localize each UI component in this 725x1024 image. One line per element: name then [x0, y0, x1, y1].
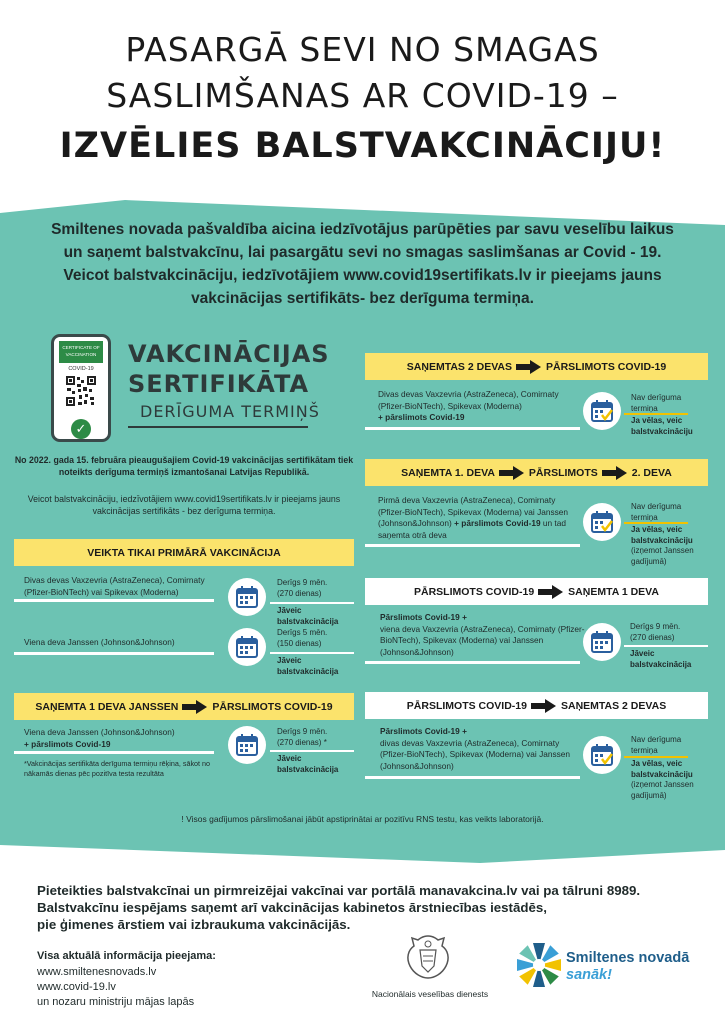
calendar-icon [228, 726, 266, 764]
calendar-icon [228, 578, 266, 616]
b1-text-block [378, 389, 583, 424]
b3-underline [365, 661, 580, 664]
b4-valid: Nav derīguma termiņa [631, 735, 682, 755]
b3-days: (270 dienas) [630, 632, 675, 642]
b2-header [365, 459, 708, 486]
janssen-header [14, 693, 354, 720]
b4-action: Ja vēlas, veic balstvakcināciju [631, 759, 693, 779]
arrow-right-icon [182, 700, 208, 714]
primary-vaccination-title: VEIKTA TIKAI PRIMĀRĀ VAKCINĀCIJA [87, 546, 281, 559]
b1-text: Divas devas Vaxzevria (AstraZeneca), Comirnaty (Pfizer-BioNTech), Spikevax (Moderna) [378, 389, 559, 411]
row1-underline [14, 599, 214, 602]
row3-underline [14, 751, 214, 754]
info-heading: Visa aktuālā informācija pieejama: [37, 950, 216, 962]
b3-text-block [380, 612, 585, 658]
b4-text: divas devas Vaxzevria (AstraZeneca), Comirnaty (Pfizer-BioNTech), Spikevax (Moderna) vai Janssen (Johnson&Johnson) [380, 737, 570, 771]
row3-bold: + pārslimots Covid-19 [24, 738, 111, 749]
b1-title-a: SAŅEMTAS 2 DEVAS [406, 360, 513, 373]
b3-title-a: PĀRSLIMOTS COVID-19 [413, 585, 535, 598]
b2-title-c: 2. DEVA [631, 466, 672, 479]
link-smiltenesnovads[interactable]: www.smiltenesnovads.lv [37, 966, 157, 978]
row3-side-line [270, 750, 354, 752]
cert-title-1: VAKCINĀCIJAS [128, 340, 330, 368]
row3-note: *Vakcinācijas sertifikāta derīguma termiņu rēķina, sākot no nākamās dienas pēc pozitīva testa rezultāta [24, 759, 211, 778]
calendar-check-icon [583, 392, 621, 430]
b3-header [365, 578, 708, 605]
b4-title-b: SAŅEMTAS 2 DEVAS [560, 699, 667, 712]
bottom-line-3: pie ģimenes ārstiem vai izbraukuma vakcinācijās. [37, 917, 351, 932]
b2-text: Pirmā deva Vaxzevria (AstraZeneca), Comirnaty (Pfizer-BioNTech), Spikevax (Moderna) vai Janssen (Johnson&Johnson) [378, 495, 568, 528]
b3-text: viena deva Vaxzevria (AstraZeneca), Comirnaty (Pfizer-BioNTech), Spikevax (Moderna) vai Janssen (Johnson&Johnson) [380, 623, 585, 657]
arrow-right-icon [538, 585, 564, 599]
validity-note-bold: No 2022. gada 15. februāra pieaugušajiem Covid-19 vakcinācijas sertifikātam tiek noteikts derīguma termiņš izmantošanai Latvijas Republikā. [14, 455, 354, 477]
b4-title-a: PĀRSLIMOTS COVID-19 [406, 699, 527, 712]
b4-text-block [380, 726, 585, 772]
b1-bold: + pārslimots Covid-19 [378, 412, 465, 422]
b1-side-line [624, 413, 688, 415]
cert-underline [128, 426, 308, 428]
row2-days: (150 dienas) [277, 638, 322, 648]
phone-header: CERTIFICATE OF VACCINATION [59, 341, 103, 363]
b3-valid: Derīgs 9 mēn. [630, 622, 681, 631]
phone-label: COVID-19 [68, 366, 94, 372]
qr-code-icon [65, 375, 97, 407]
b4-bold: Pārslimots Covid-19 + [380, 726, 467, 736]
bottom-line-1: Pieteikties balstvakcīnai un pirmreizējai vakcīnai var portālā manavakcina.lv vai pa tālruni 8989. [37, 883, 641, 898]
b2-action: Ja vēlas, veic balstvakcināciju [631, 525, 693, 545]
row3-action: Jāveic balstvakcinācija [277, 754, 339, 774]
row1-valid [277, 578, 355, 599]
bottom-info [37, 882, 697, 933]
janssen-title-b: PĀRSLIMOTS COVID-19 [212, 700, 333, 713]
b1-title-b: PĀRSLIMOTS COVID-19 [546, 360, 667, 373]
b2-valid: Nav derīguma termiņa [631, 502, 682, 522]
b4-underline [365, 776, 580, 779]
b1-header [365, 353, 708, 380]
row2-text: Viena deva Janssen (Johnson&Johnson) [24, 637, 175, 647]
title-line-3: IZVĒLIES BALSTVAKCINĀCIJU! [59, 126, 666, 166]
arrow-right-icon [531, 699, 557, 713]
arrow-right-icon [499, 466, 525, 480]
cert-title-2: SERTIFIKĀTA [128, 370, 310, 398]
footnote: ! Visos gadījumos pārslimošanai jābūt apstiprinātai ar pozitīvu RNS testu, kas veikts laboratorijā. [181, 814, 544, 824]
b3-action: Jāveic balstvakcinācija [630, 649, 692, 669]
row1-valid-text: Derīgs 9 mēn. [277, 578, 328, 587]
b1-valid: Nav derīguma termiņa [631, 393, 682, 413]
b2-bold: + pārslimots Covid-19 [454, 518, 541, 528]
b1-action: Ja vēlas, veic balstvakcināciju [631, 416, 693, 436]
row3-days: (270 dienas) * [277, 737, 327, 747]
intro-text: Smiltenes novada pašvaldība aicina iedzīvotājus parūpēties par savu veselību laikus un saņemt balstvakcīnu, lai pasargātu sevi no smagas saslimšanas ar Covid - 19. Veicot balstvakcināciju, iedzīvotājiem www.covid19sertifikats.lv ir pieejams jauns vakcinācijas sertifikāts- bez derīguma termiņa. [51, 221, 674, 307]
row2-side-line [270, 652, 354, 654]
smiltene-logo-text: Smiltenes novadā [566, 950, 690, 966]
b2-side-line [624, 522, 688, 524]
b2-text-block [378, 495, 583, 541]
b4-side-line [624, 756, 688, 758]
b2-tail: un tad saņemta otrā deva [378, 518, 566, 540]
row2-action: Jāveic balstvakcinācija [277, 656, 339, 676]
smiltene-flower-icon [514, 940, 564, 990]
row1-days: (270 dienas) [277, 588, 322, 598]
b3-title-b: SAŅEMTA 1 DEVA [568, 585, 659, 598]
nvd-label: Nacionālais veselības dienests [371, 989, 489, 999]
nvd-emblem-icon [404, 932, 452, 982]
b2-title-a: SAŅEMTA 1. DEVA [401, 466, 495, 479]
row1-text: Divas devas Vaxzevria (AstraZeneca), Comirnaty (Pfizer-BioNTech) vai Spikevax (Moderna) [24, 575, 205, 597]
row2-underline [14, 652, 214, 655]
row2-valid: Derīgs 5 mēn. [277, 628, 328, 637]
link-covid19[interactable]: www.covid-19.lv [37, 981, 116, 993]
validity-note: Veicot balstvakcināciju, iedzīvotājiem www.covid19sertifikats.lv ir pieejams jauns vakcinācijas sertifikāts - bez derīguma termiņa. [27, 494, 341, 516]
row1-side-line [270, 602, 354, 604]
title-line-2: SASLIMŠANAS AR COVID-19 – [106, 76, 619, 115]
primary-vaccination-header [14, 539, 354, 566]
calendar-icon [583, 623, 621, 661]
row3-valid: Derīgs 9 mēn. [277, 727, 328, 736]
b2-underline [365, 544, 580, 547]
title-line-1: PASARGĀ SEVI NO SMAGAS [125, 30, 600, 69]
arrow-right-icon [516, 360, 542, 374]
b4-header [365, 692, 708, 719]
row3-text-block [24, 727, 224, 750]
info-ministries: un nozaru ministriju mājas lapās [37, 996, 195, 1008]
b3-side-line [624, 645, 708, 647]
calendar-icon [228, 628, 266, 666]
phone-certificate-icon [51, 334, 111, 442]
b2-title-b: PĀRSLIMOTS [528, 466, 598, 479]
janssen-title-a: SAŅEMTA 1 DEVA JANSSEN [35, 700, 179, 713]
b3-bold: Pārslimots Covid-19 + [380, 612, 467, 622]
check-icon: ✓ [71, 419, 91, 439]
b2-except: (izņemot Janssen gadījumā) [631, 546, 694, 566]
smiltene-slogan: sanāk! [566, 967, 612, 983]
bottom-line-2: Balstvakcīnu iespējams saņemt arī vakcinācijas kabinetos ārstniecības iestādēs, [37, 900, 547, 915]
b1-underline [365, 427, 580, 430]
cert-title-3: DERĪGUMA TERMIŅŠ [140, 402, 320, 421]
row3-text: Viena deva Janssen (Johnson&Johnson) [24, 727, 175, 737]
row1-action: Jāveic balstvakcinācija [277, 606, 339, 626]
arrow-right-icon [602, 466, 628, 480]
calendar-check-icon [583, 736, 621, 774]
b4-except: (izņemot Janssen gadījumā) [631, 780, 694, 800]
calendar-check-icon [583, 503, 621, 541]
